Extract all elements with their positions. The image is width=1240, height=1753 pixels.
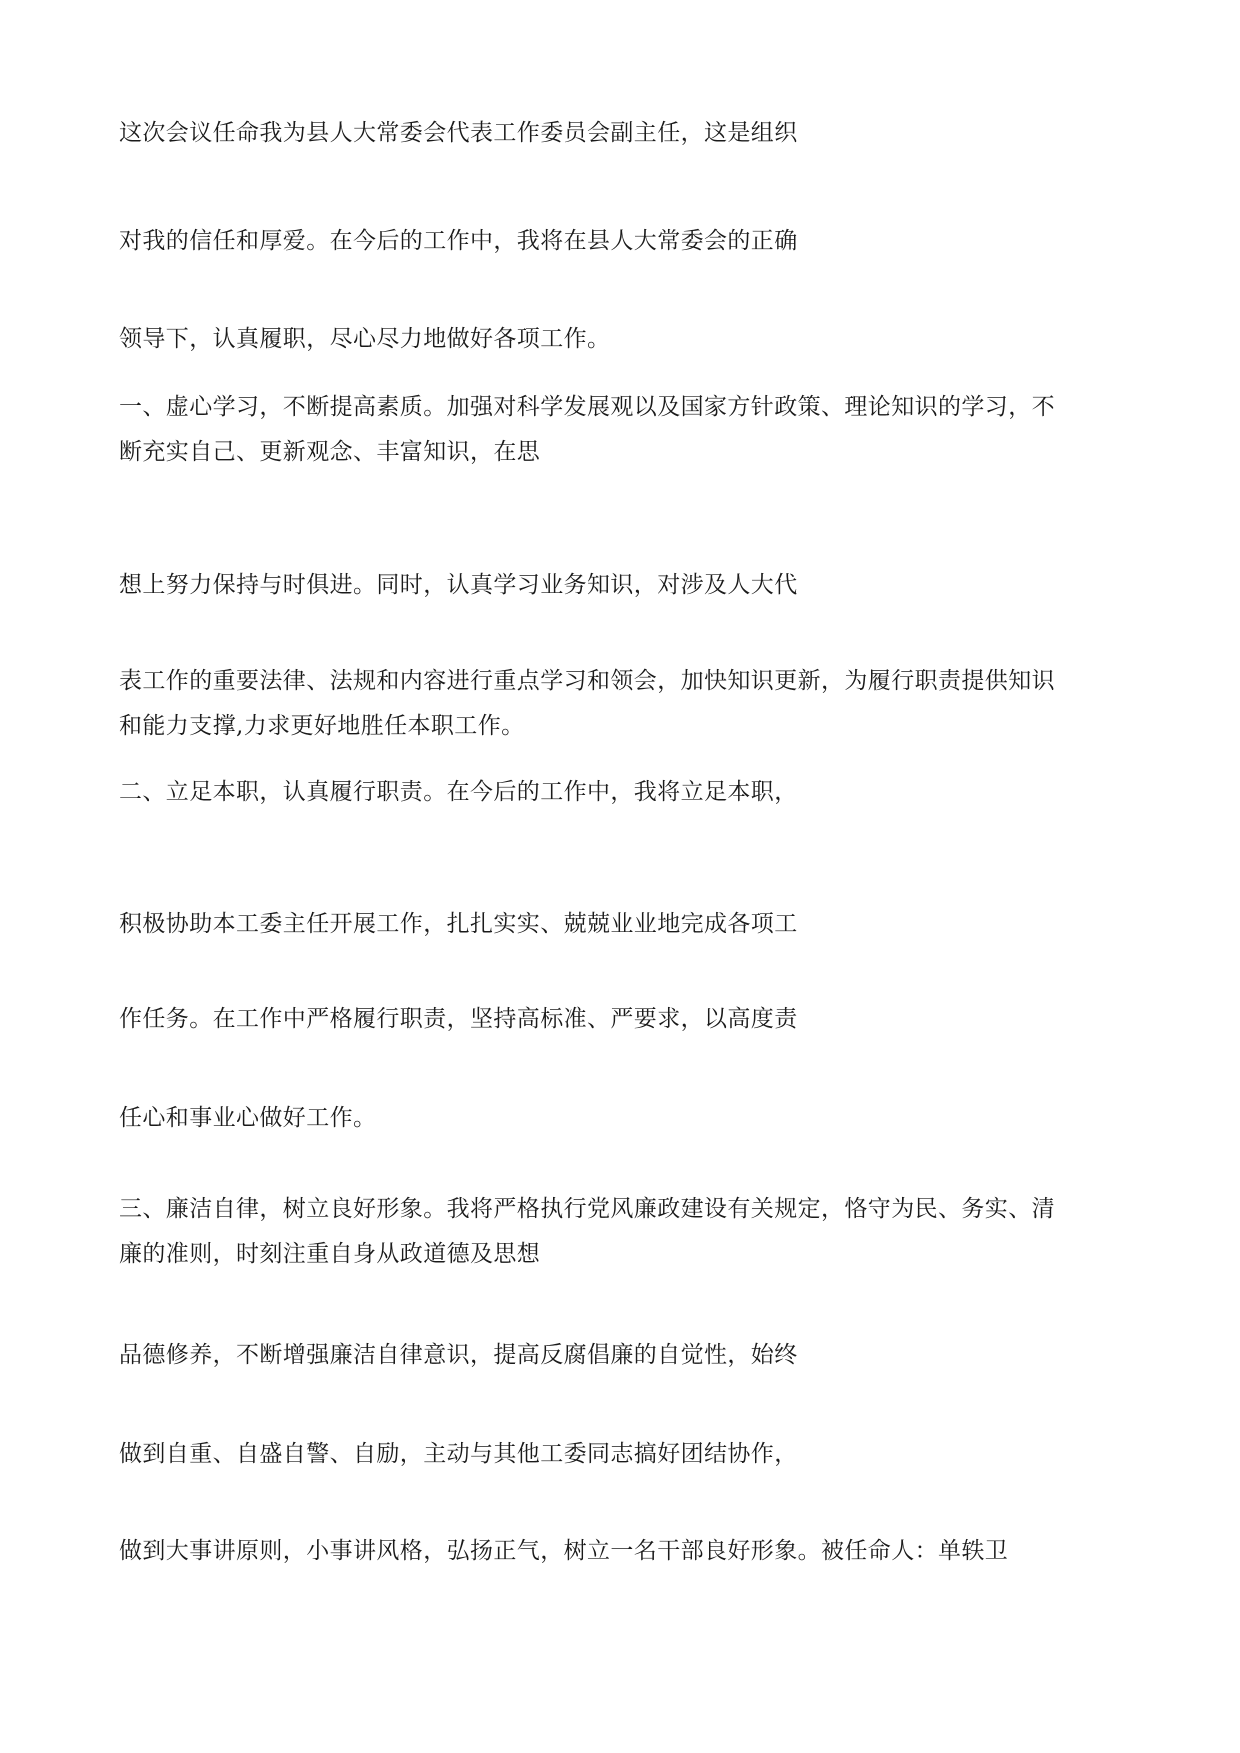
text-line: 表工作的重要法律、法规和内容进行重点学习和领会，加快知识更新，为履行职责提供知识 xyxy=(119,668,1055,694)
text-line: 作任务。在工作中严格履行职责，坚持高标准、严要求，以高度责 xyxy=(119,1006,798,1032)
text-line: 对我的信任和厚爱。在今后的工作中，我将在县人大常委会的正确 xyxy=(119,228,798,254)
text-line: 和能力支撑,力求更好地胜任本职工作。 xyxy=(119,713,525,739)
text-line: 做到大事讲原则，小事讲风格，弘扬正气，树立一名干部良好形象。被任命人：单轶卫 xyxy=(119,1538,1009,1564)
text-line: 这次会议任命我为县人大常委会代表工作委员会副主任，这是组织 xyxy=(119,120,798,146)
text-line: 领导下，认真履职，尽心尽力地做好各项工作。 xyxy=(119,326,611,352)
text-line: 二、立足本职，认真履行职责。在今后的工作中，我将立足本职， xyxy=(119,779,798,805)
text-line: 品德修养，不断增强廉洁自律意识，提高反腐倡廉的自觉性，始终 xyxy=(119,1342,798,1368)
text-line: 断充实自己、更新观念、丰富知识，在思 xyxy=(119,439,541,465)
text-line: 任心和事业心做好工作。 xyxy=(119,1105,377,1131)
text-line: 廉的准则，时刻注重自身从政道德及思想 xyxy=(119,1241,541,1267)
text-line: 想上努力保持与时俱进。同时，认真学习业务知识，对涉及人大代 xyxy=(119,572,798,598)
text-line: 三、廉洁自律，树立良好形象。我将严格执行党风廉政建设有关规定，恪守为民、务实、清 xyxy=(119,1196,1055,1222)
text-line: 做到自重、自盛自警、自励，主动与其他工委同志搞好团结协作， xyxy=(119,1441,798,1467)
text-line: 一、虚心学习，不断提高素质。加强对科学发展观以及国家方针政策、理论知识的学习，不 xyxy=(119,394,1055,420)
text-line: 积极协助本工委主任开展工作，扎扎实实、兢兢业业地完成各项工 xyxy=(119,911,798,937)
